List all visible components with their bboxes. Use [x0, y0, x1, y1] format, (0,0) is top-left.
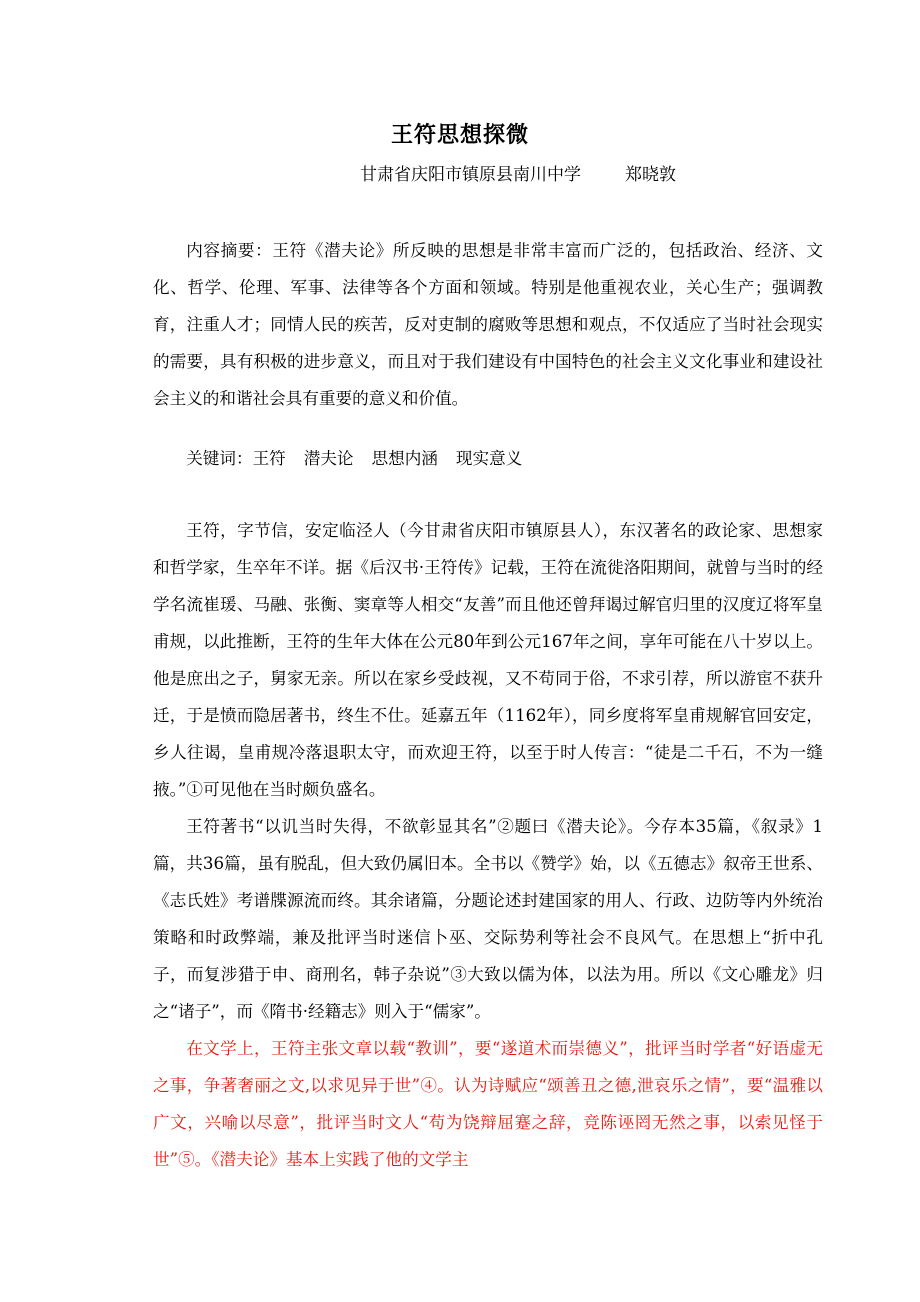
author-name: 郑晓敦: [625, 165, 676, 185]
keywords-label: 关键词：: [186, 449, 253, 468]
keyword-item: 思想内涵: [371, 449, 438, 468]
body-paragraph: 王符著书“以讥当时失得，不欲彰显其名”②题曰《潜夫论》。今存本35篇，《叙录》1篇，共36篇，虽有脱乱，但大致仍属旧本。全书以《赞学》始，以《五德志》叙帝王世系、《志氏姓》考谱牒源流而终。其余诸篇，分题论述封建国家的用人、行政、边防等内外统治策略和时政弊端，兼及批评当时迷信卜巫、交际势利等社会不良风气。在思想上“折中孔子，而复涉猎于申、商刑名，韩子杂说”③大致以儒为体，以法为用。所以《文心雕龙》归之“诸子”，而《隋书·经籍志》则入于“儒家”。: [153, 817, 823, 1021]
keyword-item: 潜夫论: [303, 449, 354, 468]
body-section: [153, 512, 823, 1178]
author-affiliation: 甘肃省庆阳市镇原县南川中学: [360, 165, 581, 185]
keywords-section: [153, 440, 823, 477]
body-paragraph-highlighted: 在文学上，王符主张文章以载“教训”，要“遂道术而崇德义”，批评当时学者“好语虚无之事，争著奢丽之文,以求见异于世”④。认为诗赋应“颂善丑之德,泄哀乐之情”，要“温雅以广文，兴喻以尽意”，批评当时文人“苟为饶辩屈蹇之辞，竞陈诬罔无然之事，以索见怪于世”⑤。《潜夫论》基本上实践了他的文学主: [153, 1039, 823, 1169]
keywords-line: [153, 440, 823, 477]
abstract-section: [153, 232, 823, 417]
body-paragraph: 王符，字节信，安定临泾人（今甘肃省庆阳市镇原县人），东汉著名的政论家、思想家和哲学家，生卒年不详。据《后汉书·王符传》记载，王符在流徙洛阳期间，就曾与当时的经学名流崔瑗、马融、张衡、窦章等人相交“友善”而且他还曾拜谒过解官归里的汉度辽将军皇甫规，以此推断，王符的生年大体在公元80年到公元167年之间，享年可能在八十岁以上。他是庶出之子，舅家无亲。所以在家乡受歧视，又不苟同于俗，不求引荐，所以游宦不获升迁，于是愤而隐居著书，终生不仕。延嘉五年（1162年），同乡度将军皇甫规解官回安定，乡人往谒，皇甫规冷落退职太守，而欢迎王符，以至于时人传言：“徒是二千石，不为一缝掖。”①可见他在当时颇负盛名。: [153, 521, 823, 799]
author-line: [360, 160, 676, 185]
keyword-item: 现实意义: [455, 449, 523, 468]
page-title: 王符思想探微: [390, 123, 529, 148]
keyword-item: 王符: [252, 449, 286, 468]
abstract-text: 内容摘要：王符《潜夫论》所反映的思想是非常丰富而广泛的，包括政治、经济、文化、哲学、伦理、军事、法律等各个方面和领域。特别是他重视农业，关心生产；强调教育，注重人才；同情人民的疾苦，反对吏制的腐败等思想和观点，不仅适应了当时社会现实的需要，具有积极的进步意义，而且对于我们建设有中国特色的社会主义文化事业和建设社会主义的和谐社会具有重要的意义和价值。: [153, 241, 823, 408]
